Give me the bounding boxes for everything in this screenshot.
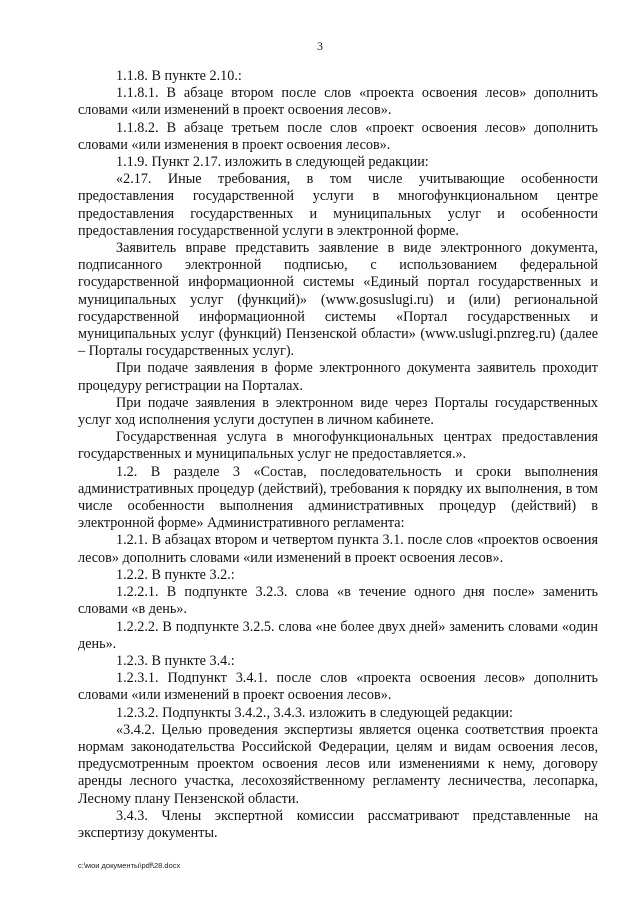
paragraph: 1.1.8. В пункте 2.10.: [116,68,242,84]
paragraph: «3.4.2. Целью проведения экспертизы является оценка соответствия проекта нормам законодательства Российской Федерации, целям и видам освоения лесов, предусмотренным проектом освоения лесов или изменениями к нему, договору аренды лесного участка, лесохозяйственному регламенту лесничества, лесопарка, Лесному плану Пензенской области. [78,721,598,807]
paragraph: 1.2.3. В пункте 3.4.: [116,652,235,669]
paragraph: 1.2.3.1. Подпункт 3.4.1. после слов «проекта освоения лесов» дополнить словами «или изменений в проект освоения лесов». [78,670,598,704]
paragraph: 1.2. В разделе 3 «Состав, последовательность и сроки выполнения административных процедур (действий), требования к порядку их выполнения, в том числе особенности выполнения административных процедур (действий) в электронной форме» Административного регламента: [78,463,598,532]
paragraph: Государственная услуга в многофункциональных центрах предоставления государственных и муниципальных услуг не предоставляется.». [78,429,598,463]
paragraph: При подаче заявления в электронном виде через Порталы государственных услуг ход исполнения услуги доступен в личном кабинете. [78,394,598,429]
page-number: 3 [317,39,323,53]
paragraph: 1.2.2.2. В подпункте 3.2.5. слова «не более двух дней» заменить словами «один день». [78,618,598,652]
paragraph: 1.1.9. Пункт 2.17. изложить в следующей редакции: [116,154,429,171]
paragraph: 1.1.8.2. В абзаце третьем после слов «проект освоения лесов» дополнить словами «или изменения в проект освоения лесов». [78,119,598,153]
paragraph: 1.2.2.1. В подпункте 3.2.3. слова «в течение одного дня после» заменить словами «в день». [78,584,598,618]
paragraph: 1.1.8.1. В абзаце втором после слов «проекта освоения лесов» дополнить словами «или изменений в проект освоения лесов». [78,85,598,119]
paragraph: 1.2.2. В пункте 3.2.: [116,566,235,583]
paragraph: 1.2.3.2. Подпункты 3.4.2., 3.4.3. изложить в следующей редакции: [116,704,513,721]
file-path-footer: c:\мои документы\pdf\28.docx [78,861,181,870]
paragraph: 3.4.3. Члены экспертной комиссии рассматривают представленные на экспертизу документы. [78,807,598,841]
paragraph: При подаче заявления в форме электронного документа заявитель проходит процедуру регистрации на Порталах. [78,360,598,394]
paragraph: 1.2.1. В абзацах втором и четвертом пункта 3.1. после слов «проектов освоения лесов» дополнить словами «или изменений в проект освоения лесов». [78,532,598,566]
paragraph: «2.17. Иные требования, в том числе учитывающие особенности предоставления государственной услуги в многофункциональном центре предоставления государственных и муниципальных услуг и особенности предоставления государственной услуги в электронной форме. [78,171,598,239]
paragraph: Заявитель вправе представить заявление в виде электронного документа, подписанного электронной подписью, с использованием федеральной государственной информационной системы «Единый портал государственных и муниципальных услуг (функций)» (www.gosuslugi.ru) и (или) региональной государственной информационной системы «Портал государственных и муниципальных услуг (функций) Пензенской области» (www.uslugi.pnzreg.ru) (далее – Порталы государственных услуг). [78,240,598,360]
document-body [78,68,598,842]
